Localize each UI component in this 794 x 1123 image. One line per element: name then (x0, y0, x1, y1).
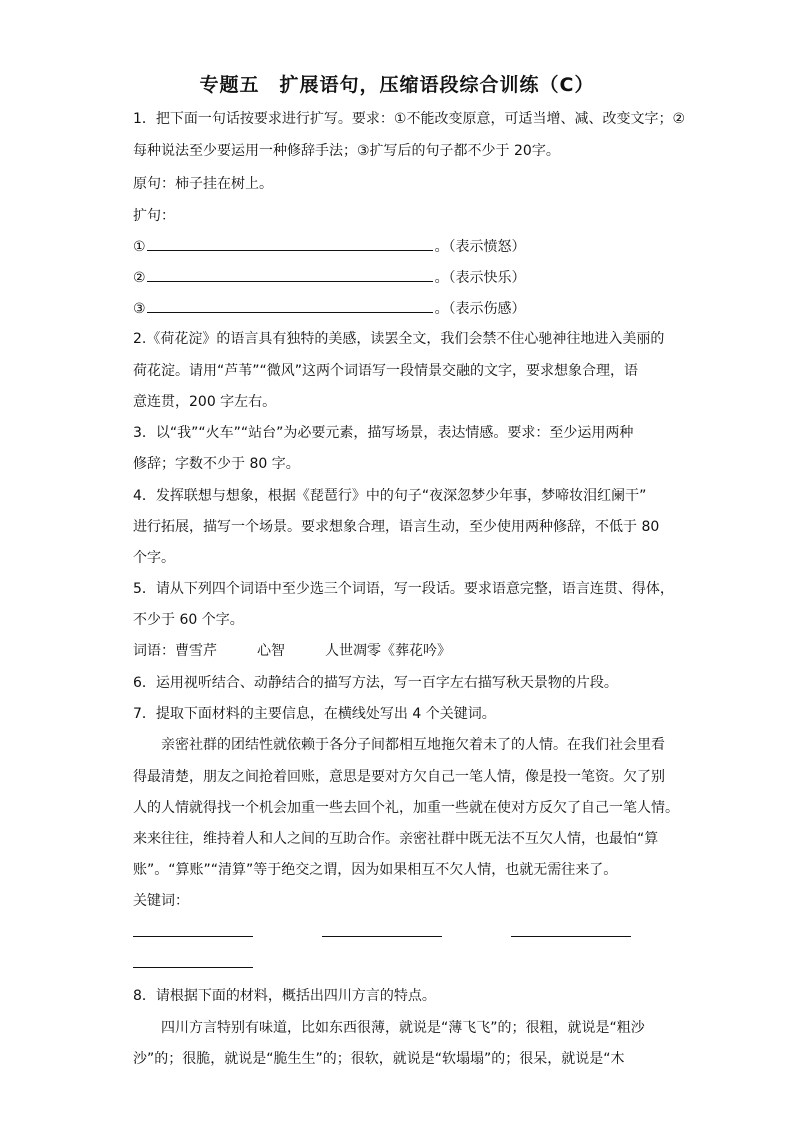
q7-passage-line: 得最清楚，朋友之间抢着回账，意思是要对方欠自己一笔人情，像是投一笔资。欠了别 (133, 769, 665, 785)
keyword-blank-2[interactable] (322, 935, 442, 937)
q1-answer-row-3 (133, 298, 663, 318)
q8-line-1: 8．请根据下面的材料，概括出四川方言的特点。 (133, 988, 436, 1004)
q5-words-label: 词语： (133, 643, 175, 659)
q7-passage-line: 来来往往，维持着人和人之间的互助合作。亲密社群中既无法不互欠人情，也最怕“算 (133, 831, 659, 847)
q7-passage-line: 账”。“算账”“清算”等于绝交之谓，因为如果相互不欠人情，也就无需往来了。 (133, 862, 618, 878)
q1-answer-blank-1[interactable] (147, 236, 433, 251)
keyword-blank-3[interactable] (511, 935, 631, 937)
q3-line-1: 3．以“我”“火车”“站台”为必要元素，描写场景，表达情感。要求：至少运用两种 (133, 425, 634, 441)
q7-keywords-label: 关键词： (133, 893, 189, 909)
q5-word: 人世凋零《葬花吟》 (325, 643, 451, 659)
q5-line-2: 不少于 60 个字。 (133, 612, 244, 628)
q1-answer-mark: ③ (133, 301, 146, 317)
q1-answer-mark: ① (133, 239, 146, 255)
keyword-blank-4[interactable] (133, 966, 253, 968)
q1-answer-blank-2[interactable] (147, 267, 433, 282)
q1-answer-hint: 。（表示愤怒） (434, 239, 526, 255)
q1-answer-mark: ② (133, 270, 146, 286)
q5-word: 心智 (257, 643, 285, 659)
q2-line-1: 2.《荷花淀》的语言具有独特的美感，读罢全文，我们会禁不住心驰神往地进入美丽的 (133, 331, 665, 347)
q5-word-list (133, 640, 663, 660)
q5-word: 曹雪芹 (175, 643, 217, 659)
q8-passage-line: 沙”的；很脆，就说是“脆生生”的；很软，就说是“软塌塌”的；很呆，就说是“木 (133, 1051, 625, 1067)
q1-answer-row-2 (133, 267, 663, 287)
q1-expand-label: 扩句： (133, 208, 175, 224)
q7-line-1: 7．提取下面材料的主要信息，在横线处写出 4 个关键词。 (133, 706, 496, 722)
q1-answer-hint: 。（表示快乐） (434, 270, 526, 286)
q1-answer-row-1 (133, 236, 663, 256)
q7-passage-line: 人的人情就得找一个机会加重一些去回个礼，加重一些就在使对方反欠了自己一笔人情。 (133, 800, 679, 816)
q5-line-1: 5．请从下列四个词语中至少选三个词语，写一段话。要求语意完整，语言连贯、得体， (133, 581, 674, 597)
q2-line-2: 荷花淀。请用“芦苇”“微风”这两个词语写一段情景交融的文字，要求想象合理，语 (133, 363, 639, 379)
q7-passage-line: 亲密社群的团结性就依赖于各分子间都相互地拖欠着未了的人情。在我们社会里看 (161, 737, 665, 753)
q3-line-2: 修辞；字数不少于 80 字。 (133, 456, 300, 472)
q4-line-2: 进行拓展，描写一个场景。要求想象合理，语言生动，至少使用两种修辞，不低于 80 (133, 519, 660, 535)
q1-line-1: 1．把下面一句话按要求进行扩写。要求：①不能改变原意，可适当增、减、改变文字；② (133, 111, 686, 127)
page-title: 专题五 扩展语句，压缩语段综合训练（C） (199, 74, 595, 96)
q4-line-1: 4．发挥联想与想象，根据《琵琶行》中的句子“夜深忽梦少年事，梦啼妆泪红阑干” (133, 488, 647, 504)
q4-line-3: 个字。 (133, 550, 175, 566)
q8-passage-line: 四川方言特别有味道，比如东西很薄，就说是“薄飞飞”的；很粗，就说是“粗沙 (161, 1020, 645, 1036)
q6-line-1: 6．运用视听结合、动静结合的描写方法，写一百字左右描写秋天景物的片段。 (133, 675, 618, 691)
q1-answer-blank-3[interactable] (147, 298, 433, 313)
q1-answer-hint: 。（表示伤感） (434, 301, 526, 317)
keyword-blank-1[interactable] (133, 935, 253, 937)
q2-line-3: 意连贯，200 字左右。 (133, 394, 277, 410)
q1-original-sentence: 原句：柿子挂在树上。 (133, 176, 273, 192)
q1-line-2: 每种说法至少要运用一种修辞手法；③扩写后的句子都不少于 20字。 (133, 143, 560, 159)
